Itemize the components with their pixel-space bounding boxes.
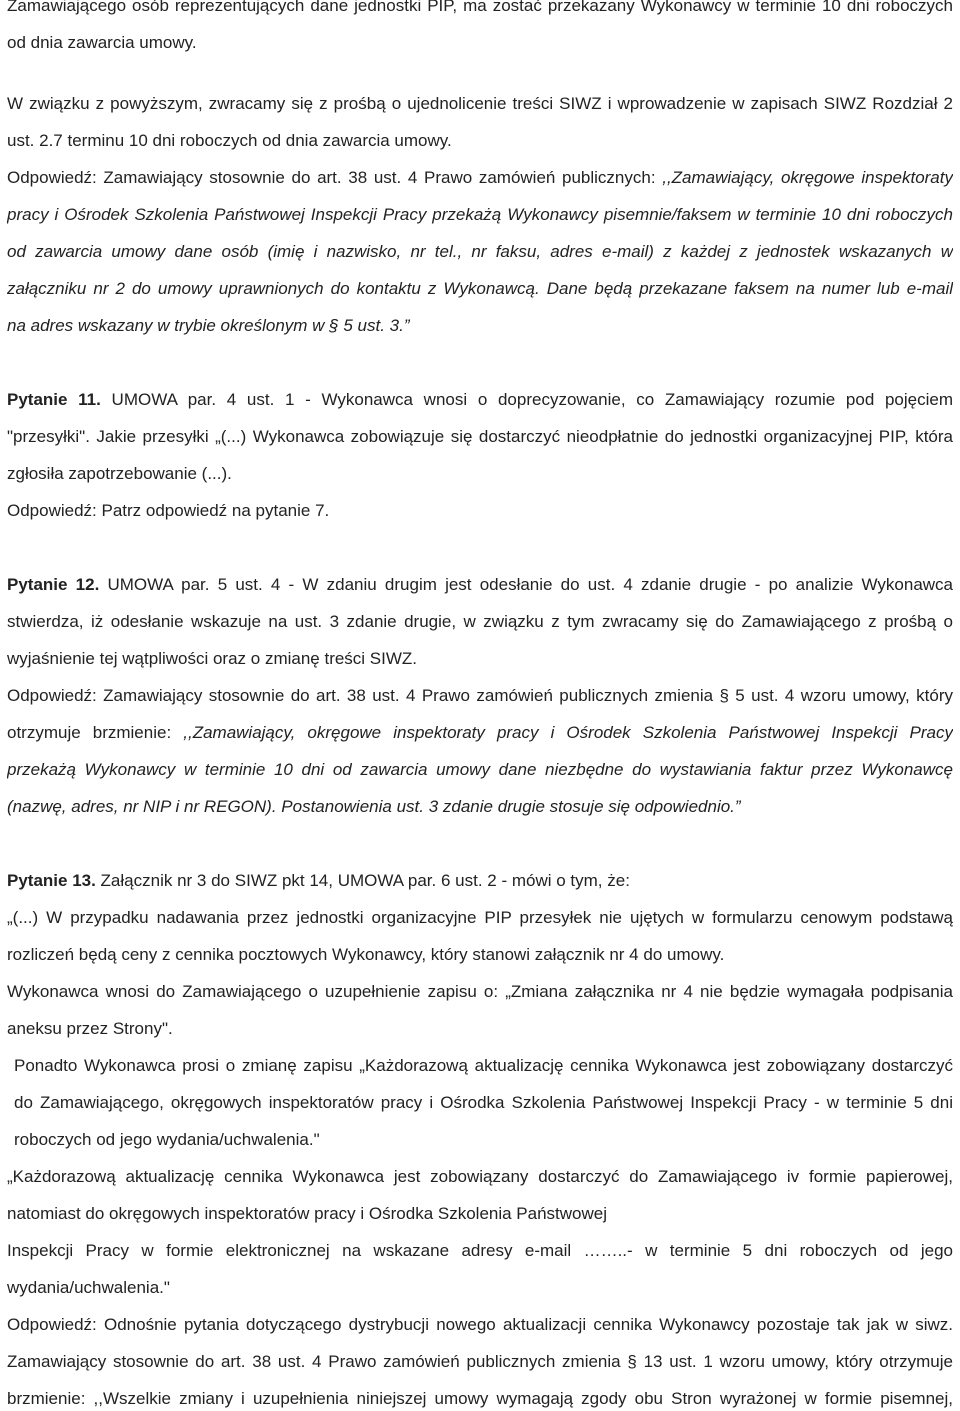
text-line [7, 240, 953, 264]
text-run: do Zamawiającego, okręgowych inspektoratów pracy i Ośrodka Szkolenia Państwowej Inspekcji Pracy - w terminie 5 dni [14, 1093, 953, 1112]
text-line [7, 795, 953, 819]
text-run: "przesyłki". Jakie przesyłki „(...) Wykonawca zobowiązuje się dostarczyć nieodpłatnie do jednostki organizacyjnej PIP, która [7, 427, 953, 446]
text-run: Zamawiający stosownie do art. 38 ust. 4 Prawo zamówień publicznych zmienia § 13 ust. 1 wzoru umowy, który otrzymuje [7, 1352, 953, 1371]
text-run: przekażą Wykonawcy w terminie 10 dni od zawarcia umowy dane niezbędne do wystawiania faktur przez Wykonawcę [7, 760, 953, 779]
answer-line [7, 684, 953, 708]
text-line [7, 31, 953, 55]
question-label: Pytanie 11. [7, 390, 101, 409]
text-line [14, 1054, 953, 1078]
text-run: zgłosiła zapotrzebowanie (...). [7, 464, 232, 483]
text-line [14, 1091, 953, 1115]
text-run: stwierdza, iż odesłanie wskazuje na ust. 3 zdanie drugie, w związku z tym zwracamy się do Zamawiającego z prośbą o [7, 612, 953, 631]
question-label: Pytanie 13. [7, 871, 96, 890]
text-line [7, 1239, 953, 1263]
text-run: Ponadto Wykonawca prosi o zmianę zapisu „Każdorazową aktualizację cennika Wykonawca jest zobowiązany dostarczyć [14, 1056, 953, 1075]
text-run: aneksu przez Strony". [7, 1019, 173, 1038]
text-run: „Każdorazową aktualizację cennika Wykonawca jest zobowiązany dostarczyć do Zamawiającego iv formie papierowej, [7, 1167, 953, 1186]
text-run: roboczych od jego wydania/uchwalenia." [14, 1130, 320, 1149]
text-line [7, 0, 953, 18]
question-heading [7, 388, 953, 412]
text-run: Inspekcji Pracy w formie elektronicznej na wskazane adresy e-mail ……..- w terminie 5 dni roboczych od jego [7, 1241, 953, 1260]
text-run: Odpowiedź: Odnośnie pytania dotyczącego dystrybucji nowego aktualizacji cennika Wykonawcy pozostaje tak jak w siwz. [7, 1315, 953, 1334]
text-run: Odpowiedź: Patrz odpowiedź na pytanie 7. [7, 501, 330, 520]
text-run: pracy i Ośrodek Szkolenia Państwowej Inspekcji Pracy przekażą Wykonawcy pisemnie/faksem w terminie 10 dni roboczych [7, 205, 953, 224]
text-run: wydania/uchwalenia." [7, 1278, 170, 1297]
question-label: Pytanie 12. [7, 575, 100, 594]
text-run: W związku z powyższym, zwracamy się z prośbą o ujednolicenie treści SIWZ i wprowadzenie w zapisach SIWZ Rozdział 2 [7, 94, 953, 113]
text-run: Wykonawca wnosi do Zamawiającego o uzupełnienie zapisu o: „Zmiana załącznika nr 4 nie będzie wymagała podpisania [7, 982, 953, 1001]
text-line [7, 647, 953, 671]
text-run: UMOWA par. 5 ust. 4 - W zdaniu drugim jest odesłanie do ust. 4 zdanie drugie - po analizie Wykonawca [99, 575, 953, 594]
text-line [7, 462, 953, 486]
text-line [7, 1387, 953, 1411]
text-run: na adres wskazany w trybie określonym w § 5 ust. 3.” [7, 316, 410, 335]
text-line [7, 1202, 953, 1226]
text-line [7, 203, 953, 227]
text-run: otrzymuje brzmienie: [7, 723, 184, 742]
text-line [7, 129, 953, 153]
text-run: (nazwę, adres, nr NIP i nr REGON). Postanowienia ust. 3 zdanie drugie stosuje się odpowiednio.” [7, 797, 741, 816]
text-line [7, 721, 953, 745]
text-run: brzmienie: ,,Wszelkie zmiany i uzupełnienia niniejszej umowy wymagają zgody obu Stron wyrażonej w formie pisemnej, [7, 1389, 953, 1408]
text-line [7, 92, 953, 116]
text-line [7, 425, 953, 449]
text-line [7, 1017, 953, 1041]
text-run: ust. 2.7 terminu 10 dni roboczych od dnia zawarcia umowy. [7, 131, 452, 150]
text-run: rozliczeń będą ceny z cennika pocztowych Wykonawcy, który stanowi załącznik nr 4 do umowy. [7, 945, 725, 964]
text-run: od zawarcia umowy dane osób (imię i nazwisko, nr tel., nr faksu, adres e-mail) z każdej z jednostek wskazanych w [7, 242, 953, 261]
text-run: „(...) W przypadku nadawania przez jednostki organizacyjne PIP przesyłek nie ujętych w formularzu cenowym podstawą [7, 908, 953, 927]
question-heading [7, 573, 953, 597]
text-line [7, 277, 953, 301]
text-run: Zamawiającego osób reprezentujących dane jednostki PIP, ma zostać przekazany Wykonawcy w terminie 10 dni roboczych [7, 0, 953, 15]
text-line [7, 943, 953, 967]
text-line [7, 610, 953, 634]
text-run: ,,Zamawiający, okręgowe inspektoraty pracy i Ośrodek Szkolenia Państwowej Inspekcji Pracy [183, 723, 953, 742]
text-line [7, 758, 953, 782]
text-line [7, 1276, 953, 1300]
text-line [7, 980, 953, 1004]
answer-line [7, 499, 953, 523]
text-line [7, 906, 953, 930]
text-line [14, 1128, 953, 1152]
answer-line [7, 1313, 953, 1337]
answer-line [7, 166, 953, 190]
text-run: Odpowiedź: Zamawiający stosownie do art. 38 ust. 4 Prawo zamówień publicznych: [7, 168, 663, 187]
text-line [7, 1350, 953, 1374]
text-run: wyjaśnienie tej wątpliwości oraz o zmianę treści SIWZ. [7, 649, 418, 668]
text-line [7, 314, 953, 338]
text-run: od dnia zawarcia umowy. [7, 33, 197, 52]
text-run: Załącznik nr 3 do SIWZ pkt 14, UMOWA par. 6 ust. 2 - mówi o tym, że: [95, 871, 630, 890]
text-run: UMOWA par. 4 ust. 1 - Wykonawca wnosi o doprecyzowanie, co Zamawiający rozumie pod pojęciem [100, 390, 953, 409]
text-run: ,,Zamawiający, okręgowe inspektoraty [662, 168, 953, 187]
text-run: Odpowiedź: Zamawiający stosownie do art. 38 ust. 4 Prawo zamówień publicznych zmienia § 5 ust. 4 wzoru umowy, który [7, 686, 953, 705]
text-run: natomiast do okręgowych inspektoratów pracy i Ośrodka Szkolenia Państwowej [7, 1204, 608, 1223]
text-run: załączniku nr 2 do umowy uprawnionych do kontaktu z Wykonawcą. Dane będą przekazane faksem na numer lub e-mail [7, 279, 953, 298]
question-heading [7, 869, 953, 893]
text-line [7, 1165, 953, 1189]
